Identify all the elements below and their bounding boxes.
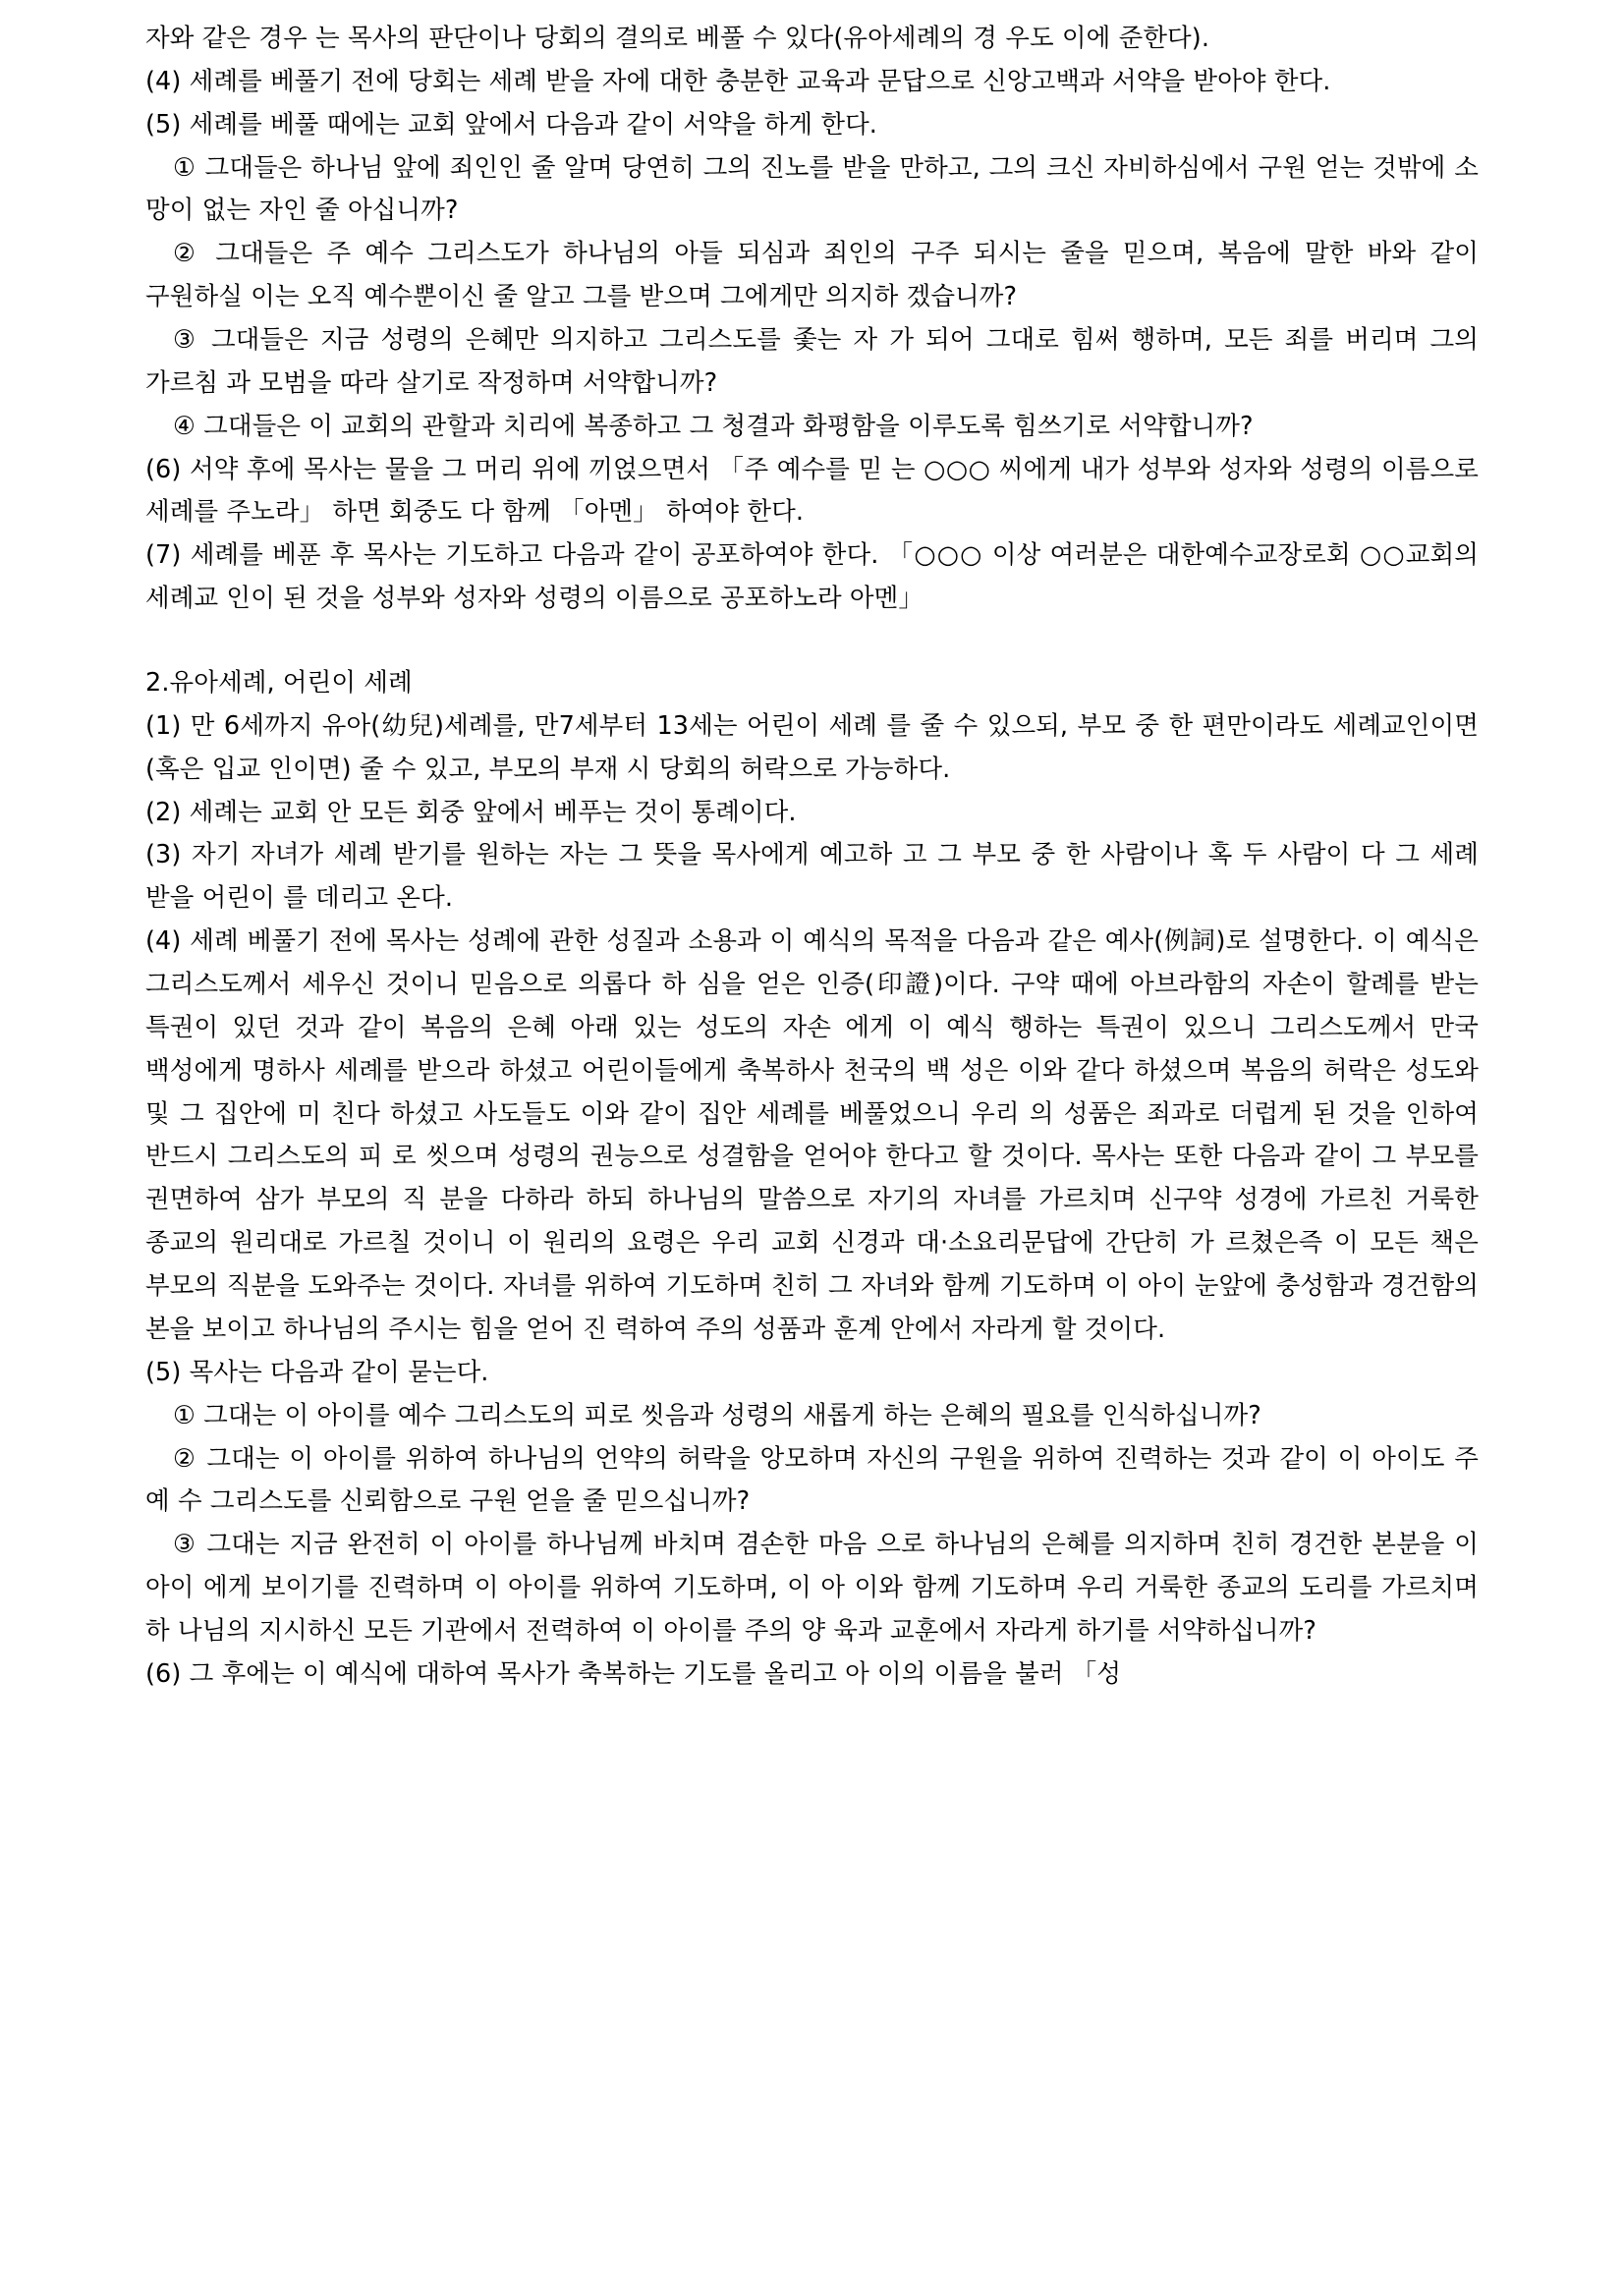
paragraph-vow-question-2: ② 그대들은 주 예수 그리스도가 하나님의 아들 되심과 죄인의 구주 되시는 줄을 믿으며, 복음에 말한 바와 같이 구원하실 이는 오직 예수뿐이신 줄 알고 그를 받으며 그에게만 의지하 겠습니까? bbox=[145, 239, 1479, 312]
paragraph-item-2-congregation: (2) 세례는 교회 안 모든 회중 앞에서 베푸는 것이 통례이다. bbox=[145, 797, 797, 827]
paragraph-item-7-declaration: (7) 세례를 베푼 후 목사는 기도하고 다음과 같이 공포하여야 한다. 「○○○ 이상 여러분은 대한예수교장로회 ○○교회의 세례교 인이 된 것을 성부와 성자와 성령의 이름으로 공포하노라 아멘」 bbox=[145, 540, 1479, 614]
paragraph-vow-question-1: ① 그대들은 하나님 앞에 죄인인 줄 알며 당연히 그의 진노를 받을 만하고, 그의 크신 자비하심에서 구원 얻는 것밖에 소 망이 없는 자인 줄 아십니까? bbox=[145, 152, 1479, 226]
paragraph-vow-question-3: ③ 그대들은 지금 성령의 은혜만 의지하고 그리스도를 좇는 자 가 되어 그대로 힘써 행하며, 모든 죄를 버리며 그의 가르침 과 모범을 따라 살기로 작정하며 서약합니까? bbox=[145, 325, 1479, 398]
section-spacer bbox=[145, 621, 1479, 662]
paragraph-item-1-age-range: (1) 만 6세까지 유아(幼兒)세례를, 만7세부터 13세는 어린이 세례 를 줄 수 있으되, 부모 중 한 편만이라도 세례교인이면(혹은 입교 인이면) 줄 수 있고, 부모의 부재 시 당회의 허락으로 가능하다. bbox=[145, 710, 1479, 784]
paragraph-item-6-baptism-formula: (6) 서약 후에 목사는 물을 그 머리 위에 끼얹으면서 「주 예수를 믿 는 ○○○ 씨에게 내가 성부와 성자와 성령의 이름으로 세례를 주노라」 하면 회중도 다 함께 「아멘」 하여야 한다. bbox=[145, 454, 1479, 528]
paragraph-item-5-pastor-asks: (5) 목사는 다음과 같이 묻는다. bbox=[145, 1357, 489, 1387]
paragraph-continued-baptism-session: 자와 같은 경우 는 목사의 판단이나 당회의 결의로 베풀 수 있다(유아세례의 경 우도 이에 준한다). bbox=[145, 24, 1210, 53]
section-heading-infant-child-baptism: 2.유아세례, 어린이 세례 bbox=[145, 668, 413, 699]
paragraph-parent-question-1: ① 그대는 이 아이를 예수 그리스도의 피로 씻음과 성령의 새롭게 하는 은혜의 필요를 인식하십니까? bbox=[173, 1400, 1261, 1430]
paragraph-item-4-education-confession: (4) 세례를 베풀기 전에 당회는 세례 받을 자에 대한 충분한 교육과 문답으로 신앙고백과 서약을 받아야 한다. bbox=[145, 66, 1331, 96]
document-body bbox=[145, 18, 1479, 1697]
paragraph-item-5-vow-before-church: (5) 세례를 베풀 때에는 교회 앞에서 다음과 같이 서약을 하게 한다. bbox=[145, 109, 878, 140]
paragraph-item-4-explanation: (4) 세례 베풀기 전에 목사는 성례에 관한 성질과 소용과 이 예식의 목적을 다음과 같은 예사(例詞)로 설명한다. 이 예식은 그리스도께서 세우신 것이니 믿음으로 의롭다 하 심을 얻은 인증(印證)이다. 구약 때에 아브라함의 자손이 할례를 받는 특권이 있던 것과 같이 복음의 은혜 아래 있는 성도의 자손 에게 이 예식 행하는 특권이 있으니 그리스도께서 만국 백성에게 명하사 세례를 받으라 하셨고 어린이들에게 축복하사 천국의 백 성은 이와 같다 하셨으며 복음의 허락은 성도와 및 그 집안에 미 친다 하셨고 사도들도 이와 같이 집안 세례를 베풀었으니 우리 의 성품은 죄과로 더럽게 된 것을 인하여 반드시 그리스도의 피 로 씻으며 성령의 권능으로 성결함을 얻어야 한다고 할 것이다. 목사는 또한 다음과 같이 그 부모를 권면하여 삼가 부모의 직 분을 다하라 하되 하나님의 말씀으로 자기의 자녀를 가르치며 신구약 성경에 가르친 거룩한 종교의 원리대로 가르칠 것이니 이 원리의 요령은 우리 교회 신경과 대·소요리문답에 간단히 가 르쳤은즉 이 모든 책은 부모의 직분을 도와주는 것이다. 자녀를 위하여 기도하며 친히 그 자녀와 함께 기도하며 이 아이 눈앞에 충성함과 경건함의 본을 보이고 하나님의 주시는 힘을 얻어 진 력하여 주의 성품과 훈계 안에서 자라게 할 것이다. bbox=[145, 926, 1479, 1344]
paragraph-vow-question-4: ④ 그대들은 이 교회의 관할과 치리에 복종하고 그 청결과 화평함을 이루도록 힘쓰기로 서약합니까? bbox=[173, 411, 1254, 441]
paragraph-parent-question-3: ③ 그대는 지금 완전히 이 아이를 하나님께 바치며 겸손한 마음 으로 하나님의 은혜를 의지하며 친히 경건한 본분을 이 아이 에게 보이기를 진력하며 이 아이를 위하여 기도하며, 이 아 이와 함께 기도하며 우리 거룩한 종교의 도리를 가르치며 하 나님의 지시하신 모든 기관에서 전력하여 이 아이를 주의 양 육과 교훈에서 자라게 하기를 서약하십니까? bbox=[145, 1530, 1479, 1646]
paragraph-item-3-notify-pastor: (3) 자기 자녀가 세례 받기를 원하는 자는 그 뜻을 목사에게 예고하 고 그 부모 중 한 사람이나 혹 두 사람이 다 그 세례 받을 어린이 를 데리고 온다. bbox=[145, 840, 1479, 914]
paragraph-parent-question-2: ② 그대는 이 아이를 위하여 하나님의 언약의 허락을 앙모하며 자신의 구원을 위하여 진력하는 것과 같이 이 아이도 주 예 수 그리스도를 신뢰함으로 구원 얻을 줄 믿으십니까? bbox=[145, 1443, 1479, 1517]
paragraph-item-6-blessing-prayer: (6) 그 후에는 이 예식에 대하여 목사가 축복하는 기도를 올리고 아 이의 이름을 불러 「성 bbox=[145, 1658, 1122, 1689]
